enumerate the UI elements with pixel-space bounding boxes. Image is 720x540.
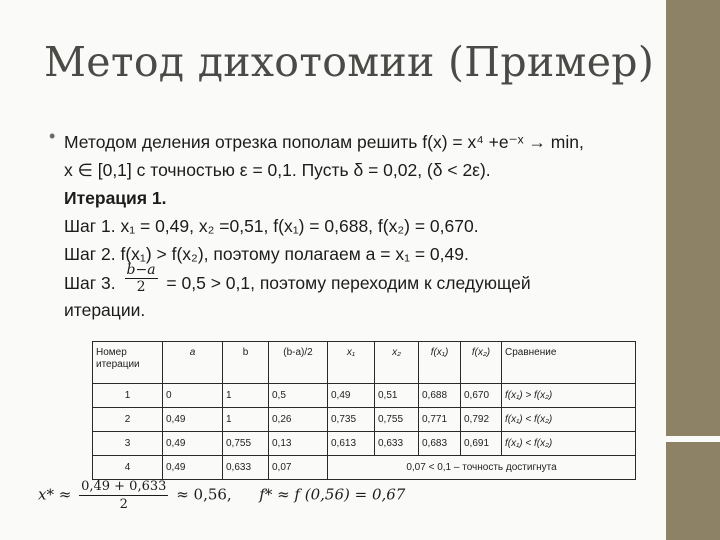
cell-f-x2: 0,691 — [461, 432, 502, 456]
statement-line-1: Методом деления отрезка пополам решить f(x) = x⁴ +e⁻ˣ → min, — [64, 132, 584, 152]
header-a: a — [163, 342, 223, 384]
statement-line-2: x ∈ [0,1] с точностью ε = 0,1. Пусть δ = 0,02, (δ < 2ε). — [64, 160, 491, 180]
cell-a: 0,49 — [163, 432, 223, 456]
bullet-marker: • — [49, 126, 56, 146]
x-star-value: ≈ 0,56, — [176, 485, 232, 504]
cell-iteration: 3 — [93, 432, 163, 456]
cell-half-length: 0,26 — [269, 408, 328, 432]
midpoint-numerator: 0,49 + 0,633 — [81, 479, 167, 494]
problem-statement — [64, 128, 654, 324]
cell-f-x1: 0,688 — [419, 384, 461, 408]
cell-a: 0,49 — [163, 408, 223, 432]
cell-half-length: 0,13 — [269, 432, 328, 456]
cell-a: 0 — [163, 384, 223, 408]
midpoint-fraction — [79, 478, 168, 513]
step-2-line: Шаг 2. f(x₁) > f(x₂), поэтому полагаем a = x₁ = 0,49. — [64, 244, 469, 264]
cell-iteration: 4 — [93, 456, 163, 480]
header-b: b — [223, 342, 269, 384]
header-x1: x₁ — [328, 342, 375, 384]
cell-x2: 0,51 — [375, 384, 419, 408]
cell-comparison: f(x₁) > f(x₂) — [502, 384, 636, 408]
half-interval-fraction — [125, 262, 158, 295]
x-star-label: x* ≈ — [38, 485, 72, 504]
cell-f-x2: 0,792 — [461, 408, 502, 432]
cell-half-length: 0,5 — [269, 384, 328, 408]
step-3-line — [64, 262, 654, 308]
decorative-band-top — [666, 0, 720, 436]
header-iteration-number: Номер итерации — [93, 342, 163, 384]
f-star-value: f* ≈ f (0,56) = 0,67 — [259, 485, 406, 504]
cell-x1: 0,49 — [328, 384, 375, 408]
cell-x2: 0,633 — [375, 432, 419, 456]
cell-x1: 0,613 — [328, 432, 375, 456]
cell-iteration: 2 — [93, 408, 163, 432]
step-1-line: Шаг 1. x₁ = 0,49, x₂ =0,51, f(x₁) = 0,688, f(x₂) = 0,670. — [64, 216, 479, 236]
cell-b: 1 — [223, 384, 269, 408]
header-f-x1: f(x₁) — [419, 342, 461, 384]
cell-x2: 0,755 — [375, 408, 419, 432]
cell-b: 1 — [223, 408, 269, 432]
table-row — [93, 432, 636, 456]
cell-accuracy-note: 0,07 < 0,1 – точность достигнута — [328, 456, 636, 480]
header-x2: x₂ — [375, 342, 419, 384]
cell-f-x1: 0,683 — [419, 432, 461, 456]
step-3-continuation: итерации. — [64, 300, 146, 320]
cell-comparison: f(x₁) < f(x₂) — [502, 432, 636, 456]
result-formula — [38, 478, 405, 518]
cell-half-length: 0,07 — [269, 456, 328, 480]
cell-b: 0,755 — [223, 432, 269, 456]
header-half-length: (b-a)/2 — [269, 342, 328, 384]
iterations-table — [92, 341, 636, 480]
slide-title: Метод дихотомии (Пример) — [44, 38, 655, 86]
cell-f-x1: 0,771 — [419, 408, 461, 432]
iteration-heading: Итерация 1. — [64, 188, 167, 208]
table-header-row — [93, 342, 636, 384]
table-row — [93, 384, 636, 408]
step-3-text: = 0,5 > 0,1, поэтому переходим к следующей — [166, 273, 531, 294]
cell-b: 0,633 — [223, 456, 269, 480]
midpoint-denominator: 2 — [119, 497, 128, 512]
fraction-numerator: b−a — [126, 262, 156, 278]
header-f-x2: f(x₂) — [461, 342, 502, 384]
cell-comparison: f(x₁) < f(x₂) — [502, 408, 636, 432]
table-row — [93, 456, 636, 480]
cell-x1: 0,735 — [328, 408, 375, 432]
decorative-band-bottom — [666, 442, 720, 540]
header-comparison: Сравнение — [502, 342, 636, 384]
table-row — [93, 408, 636, 432]
cell-a: 0,49 — [163, 456, 223, 480]
step-3-label: Шаг 3. — [64, 273, 116, 294]
cell-f-x2: 0,670 — [461, 384, 502, 408]
cell-iteration: 1 — [93, 384, 163, 408]
fraction-denominator: 2 — [136, 279, 146, 295]
